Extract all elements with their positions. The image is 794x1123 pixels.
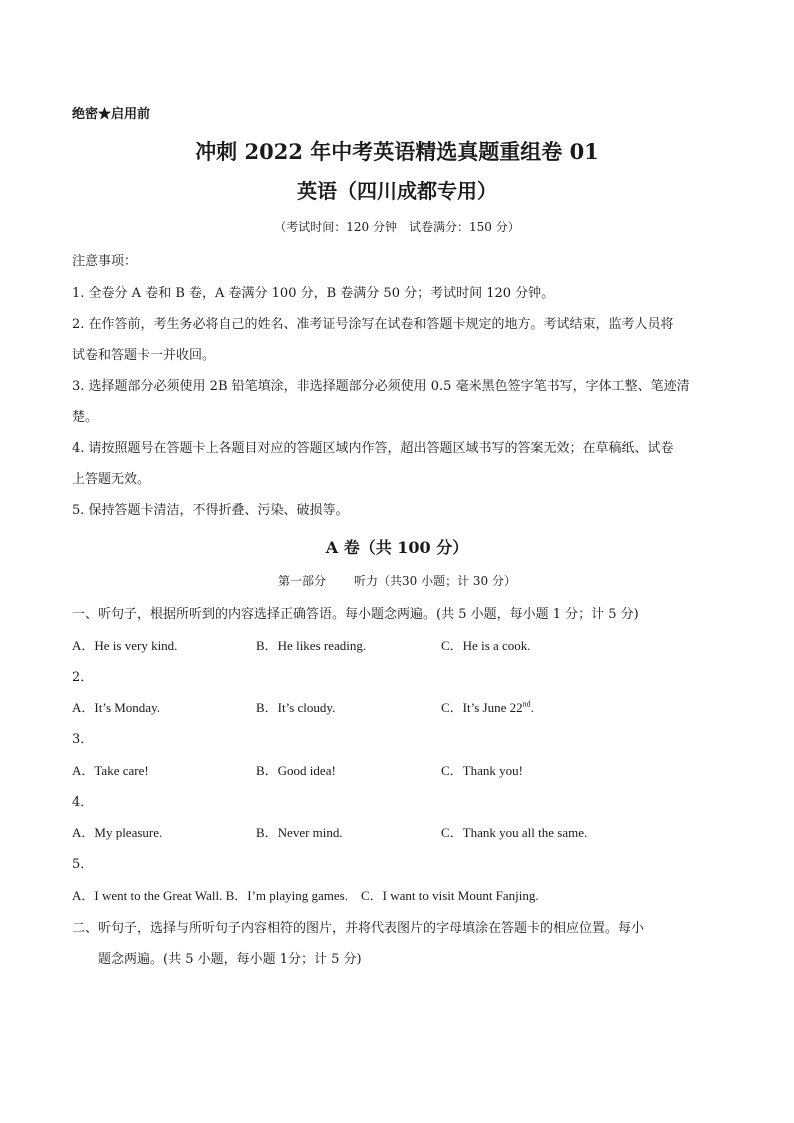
- question-number: 3．: [72, 732, 94, 747]
- q4-option-a: A．My pleasure.: [72, 825, 163, 840]
- listening-instruction-1: 一、听句子，根据所听到的内容选择正确答语。每小题念两遍。(共 5 小题，每小题 1 分；计 5 分): [72, 607, 639, 622]
- note-line: 2. 在作答前，考生务必将自己的姓名、准考证号涂写在试卷和答题卡规定的地方。考试结束，监考人员将: [72, 317, 674, 332]
- q4-option-c: C．Thank you all the same.: [441, 825, 588, 840]
- q2-option-c-text: C．It’s June 22: [441, 700, 523, 715]
- question-number: 4．: [72, 795, 94, 810]
- q3-option-a: A．Take care!: [72, 763, 149, 778]
- q5-options: A．I went to the Great Wall. B．I’m playing games. C．I want to visit Mount Fanjing.: [72, 888, 539, 903]
- exam-subtitle: 英语（四川成都专用）: [297, 179, 497, 203]
- q1-option-a: A．He is very kind.: [72, 638, 178, 653]
- q2-option-b: B．It’s cloudy.: [256, 700, 336, 715]
- question-number: 5．: [72, 857, 94, 872]
- q4-option-b: B．Never mind.: [256, 825, 343, 840]
- q3-option-b: B．Good idea!: [256, 763, 336, 778]
- note-line: 1. 全卷分 A 卷和 B 卷，A 卷满分 100 分，B 卷满分 50 分；考试时间 120 分钟。: [72, 286, 555, 301]
- q3-option-c: C．Thank you!: [441, 763, 523, 778]
- q2-option-a: A．It’s Monday.: [72, 700, 160, 715]
- question-number: 2．: [72, 670, 94, 685]
- ordinal-suffix: nd: [522, 699, 531, 709]
- note-line: 5. 保持答题卡清洁，不得折叠、污染、破损等。: [72, 503, 349, 518]
- section-a-title: A 卷（共 100 分）: [325, 538, 469, 557]
- note-line: 楚。: [72, 410, 99, 425]
- part-label: 第一部分: [278, 574, 327, 588]
- confidential-mark: 绝密★启用前: [72, 107, 151, 122]
- note-line: 上答题无效。: [72, 472, 151, 487]
- part-title: 听力（共30 小题；计 30 分）: [354, 574, 516, 588]
- note-line: 试卷和答题卡一并收回。: [72, 348, 216, 363]
- q1-option-c: C．He is a cook.: [441, 638, 531, 653]
- listening-instruction-2: 二、听句子，选择与所听句子内容相符的图片，并将代表图片的字母填涂在答题卡的相应位置。每小: [72, 921, 645, 936]
- exam-title: 冲刺 2022 年中考英语精选真题重组卷 01: [195, 139, 599, 164]
- note-line: 4. 请按照题号在答题卡上各题目对应的答题区域内作答，超出答题区域书写的答案无效；在草稿纸、试卷: [72, 441, 674, 456]
- note-line: 3. 选择题部分必须使用 2B 铅笔填涂，非选择题部分必须使用 0.5 毫米黑色签字笔书写，字体工整、笔迹清: [72, 379, 690, 394]
- listening-instruction-2-cont: 题念两遍。(共 5 小题，每小题 1分；计 5 分): [98, 952, 362, 967]
- exam-time-info: （考试时间：120 分钟 试卷满分：150 分）: [274, 220, 520, 234]
- q1-option-b: B．He likes reading.: [256, 638, 367, 653]
- part-one-header: [0, 572, 794, 589]
- notes-heading: 注意事项：: [72, 254, 138, 269]
- q2-option-c: C．It’s June 22nd.: [441, 699, 534, 715]
